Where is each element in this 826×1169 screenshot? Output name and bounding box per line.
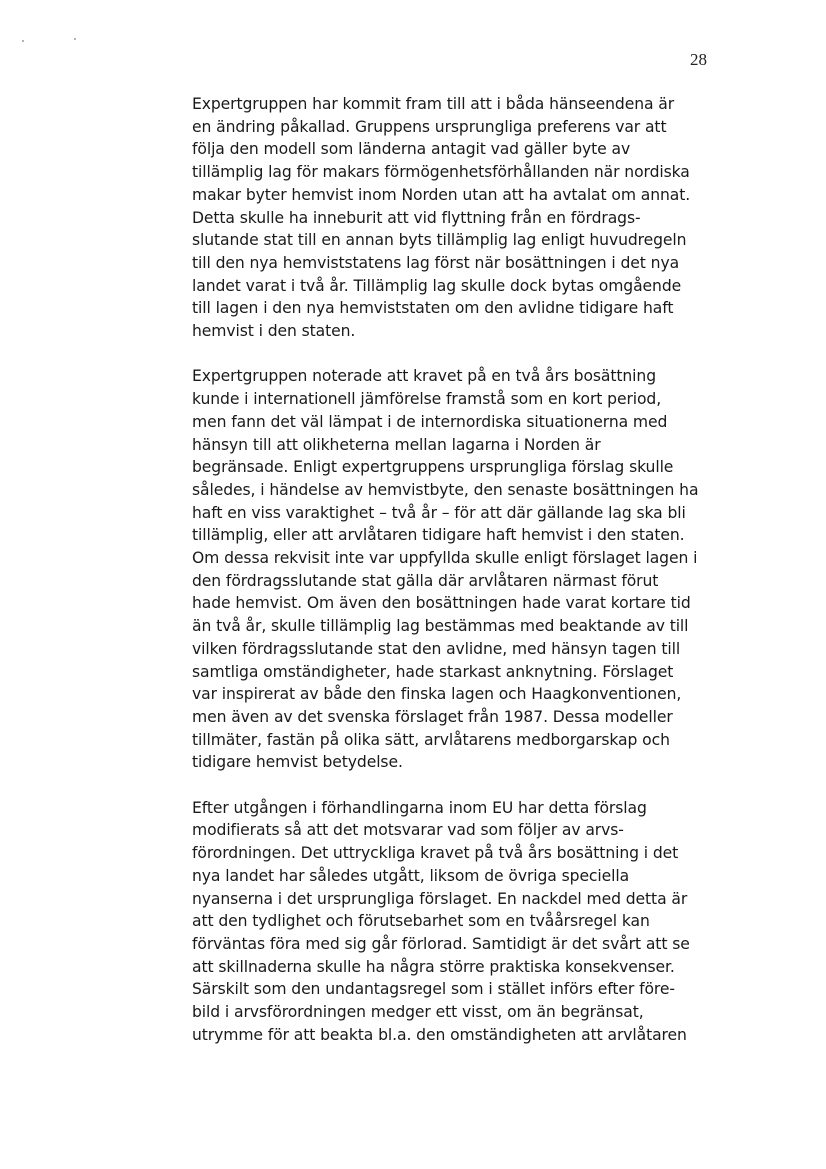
text-line: nyanserna i det ursprungliga förslaget. En nackdel med detta är (192, 889, 688, 908)
text-line: vilken fördragsslutande stat den avlidne, med hänsyn tagen till (192, 639, 681, 658)
body-text (192, 93, 722, 1069)
text-line: haft en viss varaktighet – två år – för att där gällande lag ska bli (192, 503, 686, 522)
text-line: följa den modell som länderna antagit vad gäller byte av (192, 140, 631, 159)
text-line: tillmäter, fastän på olika sätt, arvlåtarens medborgarskap och (192, 730, 670, 749)
text-line: hänsyn till att olikheterna mellan lagarna i Norden är (192, 435, 601, 454)
text-line: än två år, skulle tillämplig lag bestämmas med beaktande av till (192, 617, 689, 636)
text-line: den fördragsslutande stat gälla där arvlåtaren närmast förut (192, 571, 659, 590)
text-line: förväntas föra med sig går förlorad. Samtidigt är det svårt att se (192, 934, 690, 953)
text-line: men även av det svenska förslaget från 1987. Dessa modeller (192, 707, 673, 726)
text-line: tidigare hemvist betydelse. (192, 753, 403, 772)
paragraph-1 (192, 93, 722, 343)
text-line: tillämplig lag för makars förmögenhetsförhållanden när nordiska (192, 163, 690, 182)
text-line: således, i händelse av hemvistbyte, den senaste bosättningen ha (192, 480, 699, 499)
page-number: 28 (690, 50, 707, 69)
text-line: en ändring påkallad. Gruppens ursprungliga preferens var att (192, 117, 667, 136)
text-line: kunde i internationell jämförelse framstå som en kort period, (192, 390, 662, 409)
text-line: men fann det väl lämpat i de internordiska situationerna med (192, 412, 668, 431)
text-line: bild i arvsförordningen medger ett visst, om än begränsat, (192, 1003, 644, 1022)
text-line: Om dessa rekvisit inte var uppfyllda skulle enligt förslaget lagen i (192, 549, 698, 568)
text-line: Expertgruppen har kommit fram till att i båda hänseendena är (192, 95, 675, 113)
text-line: hemvist i den staten. (192, 322, 356, 341)
text-line: Särskilt som den undantagsregel som i stället införs efter före- (192, 980, 675, 999)
text-line: slutande stat till en annan byts tillämplig lag enligt huvudregeln (192, 231, 687, 250)
text-line: nya landet har således utgått, liksom de övriga speciella (192, 866, 630, 885)
text-line: hade hemvist. Om även den bosättningen hade varat kortare tid (192, 594, 691, 613)
text-line: till den nya hemviststatens lag först när bosättningen i det nya (192, 253, 680, 272)
text-line: Expertgruppen noterade att kravet på en två års bosättning (192, 367, 656, 386)
text-line: landet varat i två år. Tillämplig lag skulle dock bytas omgående (192, 276, 682, 295)
text-line: Efter utgången i förhandlingarna inom EU har detta förslag (192, 798, 647, 817)
text-line: var inspirerat av både den finska lagen och Haagkonventionen, (192, 685, 682, 704)
text-line: begränsade. Enligt expertgruppens ursprungliga förslag skulle (192, 458, 674, 477)
scan-speck (74, 38, 76, 40)
text-line: Detta skulle ha inneburit att vid flyttning från en fördrags- (192, 208, 641, 227)
paragraph-2 (192, 365, 722, 774)
text-line: makar byter hemvist inom Norden utan att ha avtalat om annat. (192, 185, 691, 204)
paragraph-3 (192, 797, 722, 1047)
text-line: tillämplig, eller att arvlåtaren tidigare haft hemvist i den staten. (192, 526, 685, 545)
text-line: till lagen i den nya hemviststaten om den avlidne tidigare haft (192, 299, 674, 318)
scan-speck (22, 40, 24, 42)
text-line: utrymme för att beakta bl.a. den omständigheten att arvlåtaren (192, 1025, 687, 1044)
text-line: modifierats så att det motsvarar vad som följer av arvs- (192, 821, 624, 840)
text-line: att skillnaderna skulle ha några större praktiska konsekvenser. (192, 957, 675, 976)
text-line: att den tydlighet och förutsebarhet som en tvåårsregel kan (192, 912, 650, 931)
text-line: förordningen. Det uttryckliga kravet på två års bosättning i det (192, 844, 679, 863)
text-line: samtliga omständigheter, hade starkast anknytning. Förslaget (192, 662, 674, 681)
